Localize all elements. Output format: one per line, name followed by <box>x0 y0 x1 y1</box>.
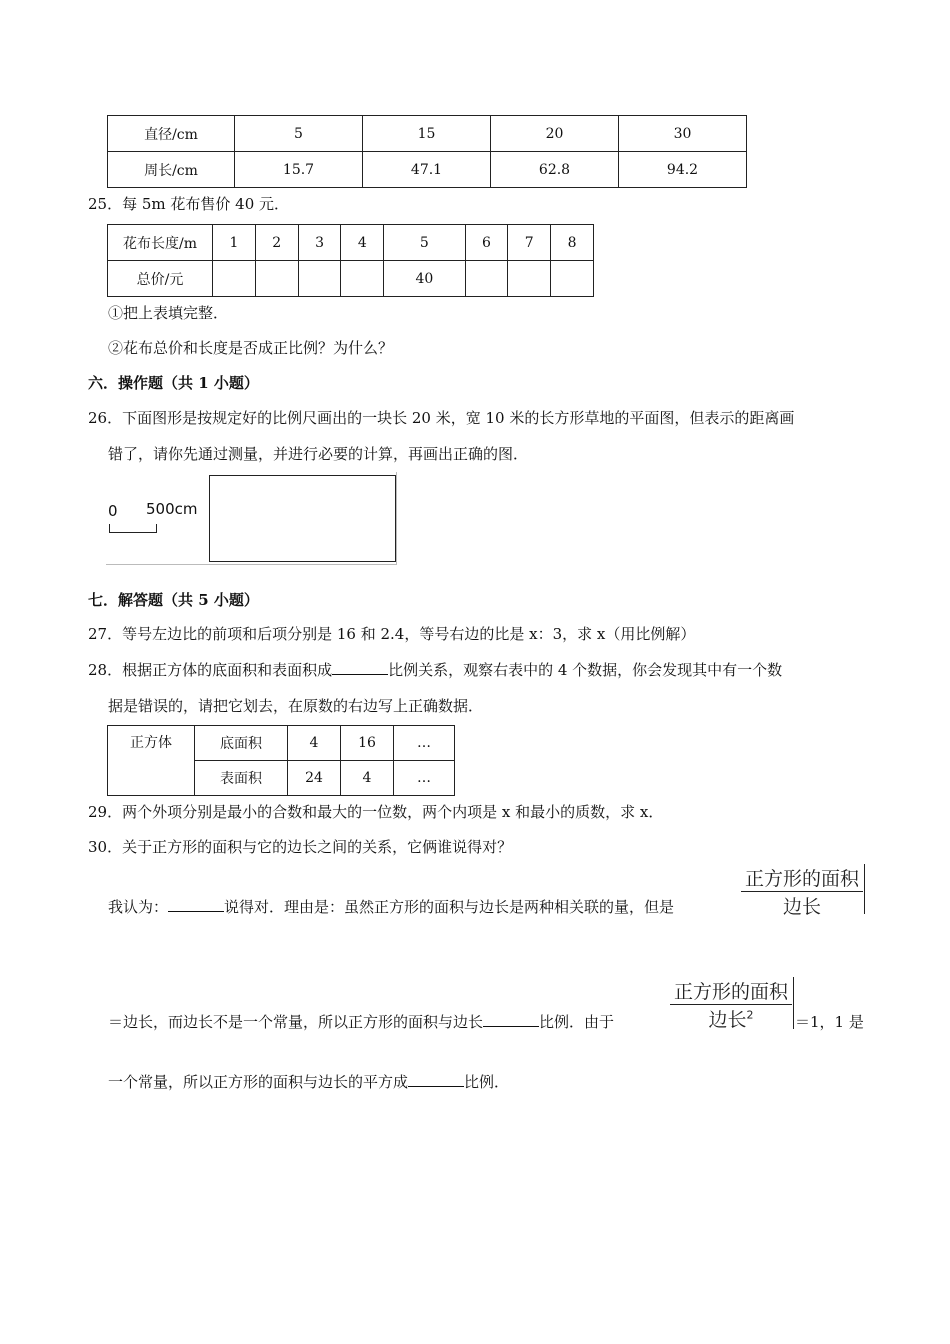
table-row-label: 总价/元 <box>108 261 213 297</box>
table-cell: 5 <box>235 116 363 152</box>
table-row-label: 花布长度/m <box>108 225 213 261</box>
table-cell <box>213 261 256 297</box>
table-cell: 24 <box>288 761 341 796</box>
table-cell <box>465 261 508 297</box>
question-28-text-b: 比例关系，观察右表中的 4 个数据，你会发现其中有一个数 <box>388 661 783 679</box>
answer-blank <box>332 662 388 675</box>
question-28-line-1 <box>88 659 782 680</box>
table-cell: 4 <box>341 225 384 261</box>
question-30-answer-line-2 <box>108 1011 614 1032</box>
answer-blank <box>483 1014 539 1027</box>
answer-text: ＝边长，而边长不是一个常量，所以正方形的面积与边长 <box>108 1013 484 1031</box>
answer-text: 说得对．理由是：虽然正方形的面积与边长是两种相关联的量，但是 <box>224 898 675 916</box>
section-7-heading: 七．解答题（共 5 小题） <box>88 591 259 609</box>
fraction-numerator: 正方形的面积 <box>741 864 863 892</box>
answer-text: 比例． <box>464 1073 510 1091</box>
table-row-label: 底面积 <box>195 726 288 761</box>
question-28-line-2: 据是错误的，请把它划去，在原数的右边写上正确数据． <box>108 697 484 715</box>
table-cell: 1 <box>213 225 256 261</box>
exponent: 2 <box>746 1008 754 1022</box>
table-row-label: 表面积 <box>195 761 288 796</box>
table-cell: 30 <box>619 116 747 152</box>
table-cell: 47.1 <box>363 152 491 188</box>
answer-text: 比例．由于 <box>539 1013 615 1031</box>
table-cell: 40 <box>384 261 465 297</box>
table-cell: 7 <box>508 225 551 261</box>
fraction-denominator: 边长$^2$ <box>708 1008 754 1031</box>
question-30: 30．关于正方形的面积与它的边长之间的关系，它俩谁说得对？ <box>88 838 513 856</box>
question-30-answer-text: ＝1，1 是 <box>795 1013 864 1031</box>
question-28-text-a: 28．根据正方体的底面积和表面积成 <box>88 661 333 679</box>
table-cell <box>298 261 341 297</box>
scale-label: 500cm <box>146 500 198 518</box>
fraction-area-over-side <box>741 864 863 919</box>
fraction-area-over-side-squared <box>670 977 792 1032</box>
table-cell: … <box>394 726 455 761</box>
table-cell: 8 <box>551 225 594 261</box>
table-cell <box>341 261 384 297</box>
cloth-price-table <box>107 224 594 297</box>
diameter-circumference-table <box>107 115 747 188</box>
question-26-line-2: 错了，请你先通过测量，并进行必要的计算，再画出正确的图． <box>108 445 529 463</box>
question-25-part-2: ②花布总价和长度是否成正比例？为什么？ <box>108 339 394 357</box>
question-26-line-1: 26．下面图形是按规定好的比例尺画出的一块长 20 米，宽 10 米的长方形草地的平面图，但表示的距离画 <box>88 409 795 427</box>
scale-zero: 0 <box>108 502 118 520</box>
table-cell <box>551 261 594 297</box>
question-25-part-1: ①把上表填完整． <box>108 304 229 322</box>
answer-text: 我认为： <box>108 898 169 916</box>
table-cell: … <box>394 761 455 796</box>
scale-figure <box>106 472 398 566</box>
table-cell: 62.8 <box>491 152 619 188</box>
question-29: 29．两个外项分别是最小的合数和最大的一位数，两个内项是 x 和最小的质数，求 x． <box>88 803 664 821</box>
table-cell: 16 <box>341 726 394 761</box>
question-30-answer-line-3 <box>108 1071 509 1092</box>
table-cell <box>508 261 551 297</box>
fraction-denominator: 边长 <box>782 896 821 918</box>
cube-table <box>107 725 455 796</box>
table-cell <box>255 261 298 297</box>
table-row-label: 直径/cm <box>108 116 235 152</box>
question-30-answer-line-1 <box>108 896 674 917</box>
section-6-heading: 六．操作题（共 1 小题） <box>88 374 259 392</box>
question-27: 27．等号左边比的前项和后项分别是 16 和 2.4，等号右边的比是 x：3，求 x（用比例解） <box>88 625 696 643</box>
table-cell: 4 <box>288 726 341 761</box>
table-cell: 3 <box>298 225 341 261</box>
table-cell: 5 <box>384 225 465 261</box>
fraction-numerator: 正方形的面积 <box>670 977 792 1005</box>
table-row-label: 正方体 <box>108 726 195 796</box>
answer-text: 一个常量，所以正方形的面积与边长的平方成 <box>108 1073 409 1091</box>
table-cell: 20 <box>491 116 619 152</box>
answer-blank <box>408 1074 464 1087</box>
table-cell: 15 <box>363 116 491 152</box>
table-row-label: 周长/cm <box>108 152 235 188</box>
table-cell: 2 <box>255 225 298 261</box>
lawn-rectangle <box>209 475 396 562</box>
table-cell: 4 <box>341 761 394 796</box>
answer-blank <box>168 899 224 912</box>
question-25: 25．每 5m 花布售价 40 元． <box>88 195 290 213</box>
table-cell: 94.2 <box>619 152 747 188</box>
scale-bar <box>109 524 157 533</box>
table-cell: 6 <box>465 225 508 261</box>
table-cell: 15.7 <box>235 152 363 188</box>
